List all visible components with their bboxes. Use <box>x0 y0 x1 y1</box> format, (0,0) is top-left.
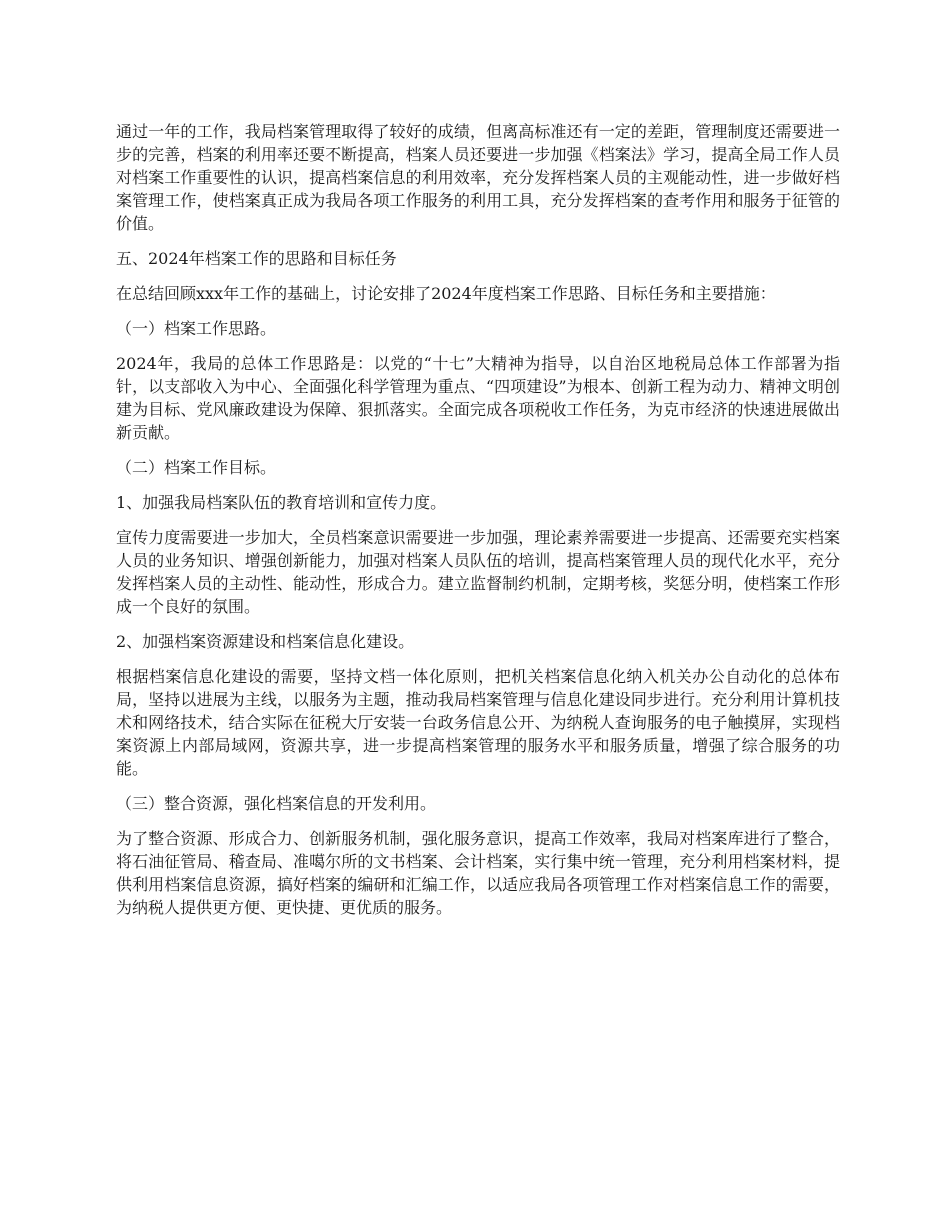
paragraph-informatization: 根据档案信息化建设的需要，坚持文档一体化原则，把机关档案信息化纳入机关办公自动化的总体布局，坚持以进展为主线，以服务为主题，推动我局档案管理与信息化建设同步进行。充分利用计算机技术和网络技术，结合实际在征税大厅安装一台政务信息公开、为纳税人查询服务的电子触摸屏，实现档案资源上内部局域网，资源共享，进一步提高档案管理的服务水平和服务质量，增强了综合服务的功能。 <box>116 667 840 778</box>
paragraph-integration: 为了整合资源、形成合力、创新服务机制，强化服务意识，提高工作效率，我局对档案库进行了整合，将石油征管局、稽查局、准噶尔所的文书档案、会计档案，实行集中统一管理，充分利用档案材料，提供利用档案信息资源，搞好档案的编研和汇编工作，以适应我局各项管理工作对档案信息工作的需要，为纳税人提供更方便、更快捷、更优质的服务。 <box>116 829 840 917</box>
paragraph-training: 宣传力度需要进一步加大，全员档案意识需要进一步加强，理论素养需要进一步提高、还需要充实档案人员的业务知识、增强创新能力，加强对档案人员队伍的培训，提高档案管理人员的现代化水平，充分发挥档案人员的主动性、能动性，形成合力。建立监督制约机制，定期考核，奖惩分明，使档案工作形成一个良好的氛围。 <box>116 528 840 616</box>
subheading-1: （一）档案工作思路。 <box>116 319 277 338</box>
subheading-2: （二）档案工作目标。 <box>116 458 277 477</box>
document-page <box>116 120 840 931</box>
paragraph-summary: 通过一年的工作，我局档案管理取得了较好的成绩，但离高标准还有一定的差距，管理制度还需要进一步的完善，档案的利用率还要不断提高，档案人员还要进一步加强《档案法》学习，提高全局工作人员对档案工作重要性的认识，提高档案信息的利用效率，充分发挥档案人员的主观能动性，进一步做好档案管理工作，使档案真正成为我局各项工作服务的利用工具，充分发挥档案的查考作用和服务于征管的价值。 <box>116 122 840 233</box>
section-heading-5: 五、2024年档案工作的思路和目标任务 <box>116 249 397 268</box>
item-heading-2: 2、加强档案资源建设和档案信息化建设。 <box>116 632 415 651</box>
paragraph-thinking: 2024年，我局的总体工作思路是：以党的“十七”大精神为指导，以自治区地税局总体工作部署为指针，以支部收入为中心、全面强化科学管理为重点、“四项建设”为根本、创新工程为动力、精神文明创建为目标、党风廉政建设为保障、狠抓落实。全面完成各项税收工作任务，为克市经济的快速进展做出新贡献。 <box>116 354 840 442</box>
subheading-3: （三）整合资源，强化档案信息的开发利用。 <box>116 794 437 813</box>
item-heading-1: 1、加强我局档案队伍的教育培训和宣传力度。 <box>116 493 447 512</box>
paragraph-intro: 在总结回顾xxx年工作的基础上，讨论安排了2024年度档案工作思路、目标任务和主要措施： <box>116 284 776 303</box>
